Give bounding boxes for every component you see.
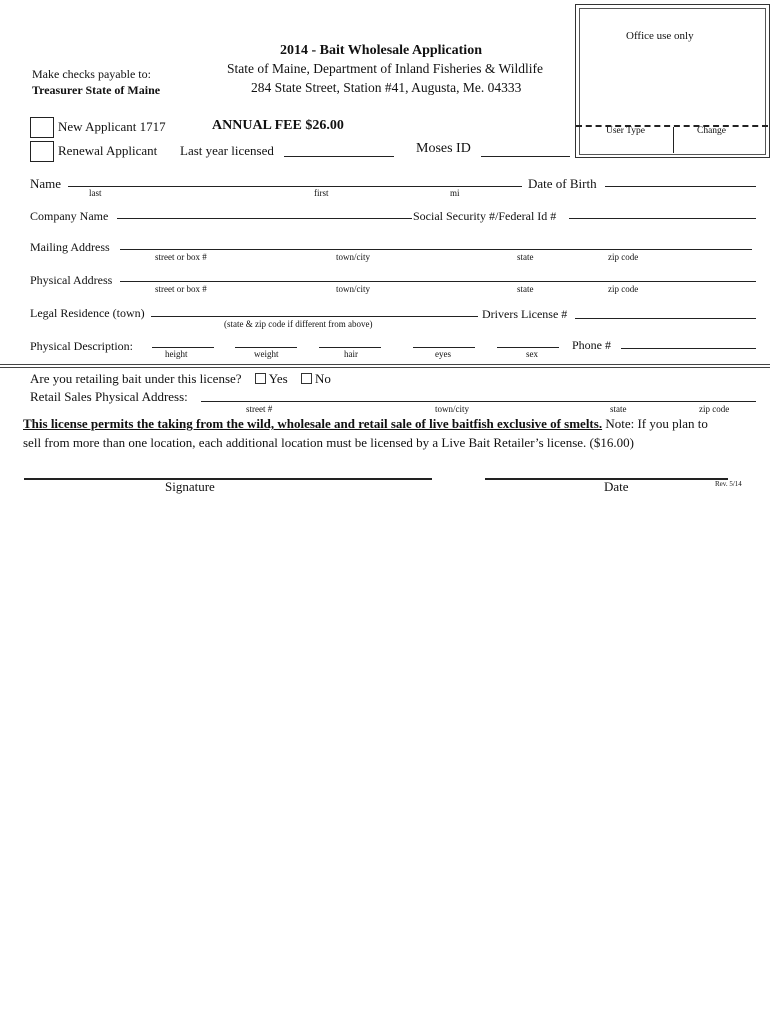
phone-field[interactable] [621, 348, 756, 349]
last-year-licensed-field[interactable] [284, 156, 394, 157]
company-label: Company Name [30, 209, 109, 223]
section-divider-top [0, 364, 770, 365]
signature-field[interactable] [24, 478, 432, 480]
retail-zip-caption: zip code [699, 404, 730, 414]
ssn-field[interactable] [569, 218, 756, 219]
new-applicant-label: New Applicant 1717 [58, 119, 166, 134]
hair-field[interactable] [319, 347, 381, 348]
name-field[interactable] [68, 186, 522, 187]
name-last-caption: last [89, 188, 102, 198]
name-mi-caption: mi [450, 188, 460, 198]
date-label: Date [604, 479, 629, 494]
department-name: State of Maine, Department of Inland Fisheries & Wildlife [227, 61, 544, 76]
signature-label: Signature [165, 479, 215, 494]
height-field[interactable] [152, 347, 214, 348]
weight-field[interactable] [235, 347, 297, 348]
moses-id-field[interactable] [481, 156, 570, 157]
eyes-field[interactable] [413, 347, 475, 348]
mailing-address-label: Mailing Address [30, 240, 110, 254]
renewal-applicant-label: Renewal Applicant [58, 143, 158, 158]
retail-yes-checkbox[interactable] [255, 373, 266, 384]
mailing-address-field[interactable] [120, 249, 752, 250]
annual-fee: ANNUAL FEE $26.00 [212, 118, 344, 133]
checks-payable-label: Make checks payable to: [32, 67, 151, 81]
weight-caption: weight [254, 349, 279, 359]
checks-payee: Treasurer State of Maine [32, 83, 161, 97]
physical-town-caption: town/city [336, 284, 370, 294]
sex-caption: sex [526, 349, 538, 359]
retail-no-checkbox[interactable] [301, 373, 312, 384]
eyes-caption: eyes [435, 349, 451, 359]
hair-caption: hair [344, 349, 358, 359]
legal-residence-note: (state & zip code if different from above) [224, 319, 373, 329]
office-dash-divider [576, 125, 768, 127]
drivers-license-field[interactable] [575, 318, 756, 319]
retail-address-field[interactable] [201, 401, 756, 402]
revision-label: Rev. 5/14 [715, 480, 742, 488]
retail-street-caption: street # [246, 404, 273, 414]
drivers-license-label: Drivers License # [482, 307, 568, 321]
license-notice-line2: sell from more than one location, each additional location must be licensed by a Live Bait Retailer’s license. ($16.00) [23, 435, 634, 450]
legal-residence-field[interactable] [151, 316, 478, 317]
retail-address-label: Retail Sales Physical Address: [30, 389, 188, 404]
physical-zip-caption: zip code [608, 284, 639, 294]
mailing-street-caption: street or box # [155, 252, 207, 262]
name-label: Name [30, 176, 62, 191]
dob-label: Date of Birth [528, 176, 597, 191]
height-caption: height [165, 349, 188, 359]
physical-description-label: Physical Description: [30, 339, 133, 353]
license-notice-rest: Note: If you plan to [602, 416, 708, 431]
company-field[interactable] [117, 218, 412, 219]
retail-no-label: No [314, 371, 331, 386]
section-divider-bottom [0, 367, 770, 368]
mailing-town-caption: town/city [336, 252, 370, 262]
mailing-zip-caption: zip code [608, 252, 639, 262]
last-year-licensed-label: Last year licensed [180, 143, 274, 158]
office-use-title: Office use only [626, 30, 694, 42]
retail-yes-label: Yes [268, 371, 288, 386]
license-notice-line1 [23, 416, 708, 432]
renewal-applicant-checkbox[interactable] [30, 141, 54, 162]
license-notice-bold: This license permits the taking from the wild, wholesale and retail sale of live baitfish exclusive of smelts. [23, 416, 603, 431]
office-user-type: User Type [606, 126, 645, 136]
new-applicant-checkbox[interactable] [30, 117, 54, 138]
mailing-state-caption: state [517, 252, 534, 262]
department-address: 284 State Street, Station #41, Augusta, Me. 04333 [251, 80, 522, 95]
physical-state-caption: state [517, 284, 534, 294]
name-first-caption: first [314, 188, 329, 198]
moses-id-label: Moses ID [416, 141, 471, 156]
physical-address-label: Physical Address [30, 273, 113, 287]
phone-label: Phone # [572, 338, 611, 352]
dob-field[interactable] [605, 186, 756, 187]
legal-residence-label: Legal Residence (town) [30, 306, 145, 320]
sex-field[interactable] [497, 347, 559, 348]
retail-state-caption: state [610, 404, 627, 414]
office-vertical-divider [673, 127, 674, 153]
retail-town-caption: town/city [435, 404, 469, 414]
physical-street-caption: street or box # [155, 284, 207, 294]
page-title: 2014 - Bait Wholesale Application [280, 43, 482, 58]
ssn-label: Social Security #/Federal Id # [413, 209, 557, 223]
retail-question-text: Are you retailing bait under this license? [30, 371, 242, 386]
retail-question [30, 371, 331, 387]
physical-address-field[interactable] [120, 281, 756, 282]
office-change: Change [697, 126, 727, 136]
